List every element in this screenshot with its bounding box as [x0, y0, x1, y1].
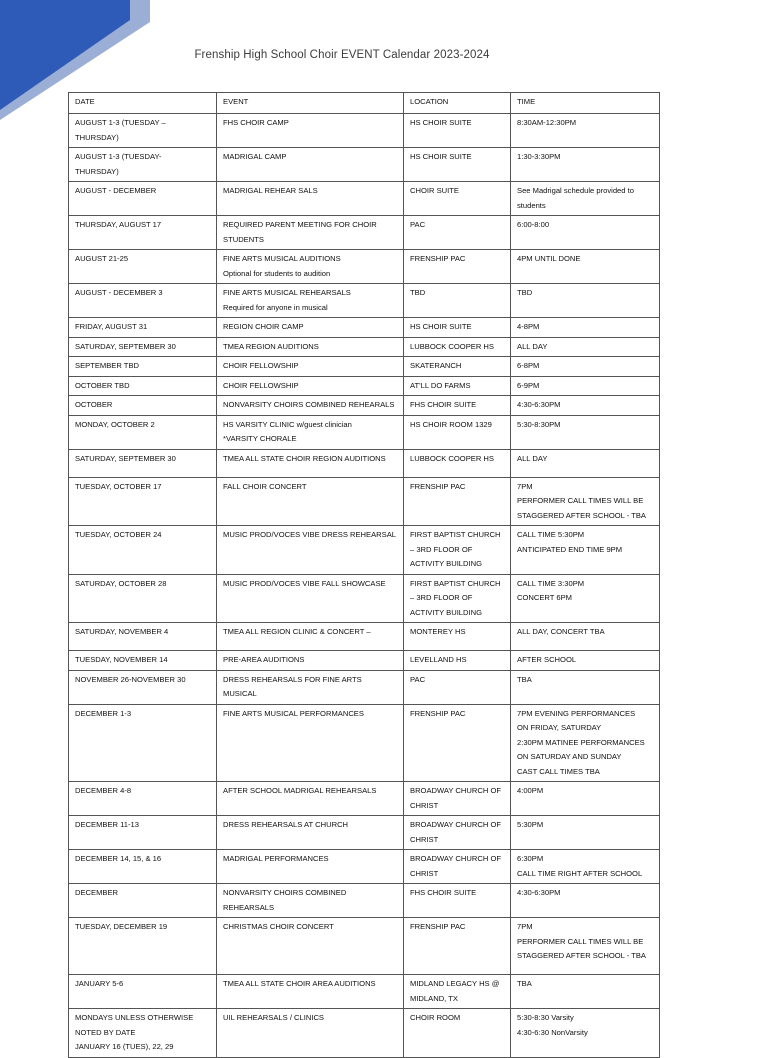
cell-date: [69, 850, 217, 884]
cell-time: [511, 337, 660, 357]
date-line: DECEMBER: [75, 888, 119, 897]
date-line: OCTOBER: [75, 400, 113, 409]
location-line: FIRST BAPTIST CHURCH: [410, 578, 501, 588]
cell-date: [69, 284, 217, 318]
header-location: LOCATION: [404, 93, 511, 114]
location-line: FRENSHIP PAC: [410, 922, 466, 931]
time-line: STAGGERED AFTER SCHOOL - TBA: [517, 510, 646, 520]
cell-time: [511, 449, 660, 477]
table-row: [69, 1009, 660, 1058]
table-row: [69, 250, 660, 284]
date-line: NOTED BY DATE: [75, 1027, 136, 1037]
event-line: DRESS REHEARSALS AT CHURCH: [223, 820, 349, 829]
location-line: LUBBOCK COOPER HS: [410, 341, 494, 351]
table-row: [69, 704, 660, 782]
cell-location: [404, 1009, 511, 1058]
table-row: [69, 816, 660, 850]
cell-location: [404, 318, 511, 338]
cell-date: [69, 623, 217, 651]
cell-event: [217, 318, 404, 338]
cell-event: [217, 526, 404, 575]
date-line: AUGUST - DECEMBER 3: [75, 288, 163, 297]
date-line: SATURDAY, NOVEMBER 4: [75, 627, 169, 636]
event-line: UIL REHEARSALS / CLINICS: [223, 1013, 324, 1022]
cell-location: [404, 284, 511, 318]
time-line: 4-8PM: [517, 322, 540, 331]
time-line: 6:00-8:00: [517, 220, 550, 229]
cell-time: [511, 526, 660, 575]
date-line: OCTOBER TBD: [75, 380, 130, 390]
cell-event: [217, 704, 404, 782]
table-row: [69, 182, 660, 216]
cell-time: [511, 357, 660, 377]
time-line: CALL TIME 5:30PM: [517, 530, 585, 539]
cell-date: [69, 574, 217, 623]
event-line: MADRIGAL REHEAR SALS: [223, 186, 318, 195]
cell-event: [217, 357, 404, 377]
cell-location: [404, 574, 511, 623]
location-line: MONTEREY HS: [410, 627, 466, 636]
cell-date: [69, 449, 217, 477]
cell-location: [404, 704, 511, 782]
cell-event: [217, 850, 404, 884]
event-line: CHRISTMAS CHOIR CONCERT: [223, 922, 334, 931]
cell-time: [511, 1009, 660, 1058]
cell-time: [511, 284, 660, 318]
cell-event: [217, 816, 404, 850]
cell-event: [217, 376, 404, 396]
cell-event: [217, 477, 404, 526]
cell-date: [69, 216, 217, 250]
date-line: DECEMBER 1-3: [75, 708, 132, 718]
table-row: [69, 782, 660, 816]
cell-location: [404, 850, 511, 884]
table-row: [69, 216, 660, 250]
location-line: – 3RD FLOOR OF: [410, 544, 473, 554]
table-body: [69, 114, 660, 1058]
event-line: FALL CHOIR CONCERT: [223, 481, 307, 491]
table-row: [69, 449, 660, 477]
cell-date: [69, 918, 217, 975]
cell-location: [404, 357, 511, 377]
cell-date: [69, 182, 217, 216]
date-line: DECEMBER 4-8: [75, 786, 132, 795]
table-row: [69, 415, 660, 449]
event-line: TMEA REGION AUDITIONS: [223, 341, 319, 351]
cell-location: [404, 376, 511, 396]
time-line: 4PM UNTIL DONE: [517, 254, 581, 263]
cell-date: [69, 651, 217, 671]
cell-event: [217, 250, 404, 284]
table-row: [69, 975, 660, 1009]
time-line: 7PM: [517, 481, 533, 491]
event-line: NONVARSITY CHOIRS COMBINED REHEARALS: [223, 400, 395, 409]
date-line: SEPTEMBER TBD: [75, 361, 139, 370]
table-row: [69, 148, 660, 182]
document-title: Frenship High School Choir EVENT Calendar 2023-2024: [194, 49, 490, 61]
table-row: [69, 918, 660, 975]
time-line: 4:00PM: [517, 786, 544, 795]
time-line: 7PM: [517, 922, 533, 931]
cell-date: [69, 477, 217, 526]
location-line: CHRIST: [410, 868, 439, 878]
date-line: THURSDAY): [75, 166, 119, 176]
table-row: [69, 623, 660, 651]
event-line: MADRIGAL PERFORMANCES: [223, 854, 329, 863]
event-line: FINE ARTS MUSICAL PERFORMANCES: [223, 708, 364, 718]
location-line: HS CHOIR SUITE: [410, 118, 472, 127]
location-line: MIDLAND, TX: [410, 993, 458, 1003]
event-line: FINE ARTS MUSICAL AUDITIONS: [223, 254, 341, 263]
cell-location: [404, 148, 511, 182]
date-line: AUGUST 21-25: [75, 254, 129, 263]
cell-time: [511, 574, 660, 623]
location-line: FHS CHOIR SUITE: [410, 888, 477, 897]
cell-date: [69, 415, 217, 449]
cell-time: [511, 376, 660, 396]
time-line: 7PM EVENING PERFORMANCES: [517, 708, 636, 718]
event-calendar-table: [68, 92, 660, 1058]
table-row: [69, 477, 660, 526]
event-line: Required for anyone in musical: [223, 302, 328, 312]
location-line: FHS CHOIR SUITE: [410, 400, 477, 409]
cell-location: [404, 670, 511, 704]
location-line: CHRIST: [410, 834, 439, 844]
location-line: HS CHOIR SUITE: [410, 152, 472, 161]
time-line: STAGGERED AFTER SCHOOL - TBA: [517, 951, 646, 960]
location-line: BROADWAY CHURCH OF: [410, 820, 501, 829]
location-line: – 3RD FLOOR OF: [410, 593, 473, 602]
location-line: ACTIVITY BUILDING: [410, 559, 483, 568]
time-line: ANTICIPATED END TIME 9PM: [517, 544, 623, 554]
event-line: PRE-AREA AUDITIONS: [223, 655, 305, 664]
cell-event: [217, 148, 404, 182]
location-line: FRENSHIP PAC: [410, 254, 466, 263]
cell-date: [69, 357, 217, 377]
cell-location: [404, 114, 511, 148]
location-line: CHOIR ROOM: [410, 1013, 461, 1022]
table-row: [69, 318, 660, 338]
cell-time: [511, 477, 660, 526]
event-line: TMEA ALL STATE CHOIR AREA AUDITIONS: [223, 979, 376, 988]
date-line: JANUARY 16 (TUES), 22, 29: [75, 1042, 174, 1051]
cell-event: [217, 182, 404, 216]
location-line: LUBBOCK COOPER HS: [410, 453, 494, 463]
cell-time: [511, 850, 660, 884]
time-line: students: [517, 200, 546, 210]
header-time: TIME: [511, 93, 660, 114]
cell-date: [69, 884, 217, 918]
date-line: AUGUST 1-3 (TUESDAY –: [75, 118, 166, 127]
cell-time: [511, 816, 660, 850]
cell-time: [511, 148, 660, 182]
table-row: [69, 284, 660, 318]
time-line: CAST CALL TIMES TBA: [517, 766, 600, 776]
time-line: PERFORMER CALL TIMES WILL BE: [517, 496, 644, 505]
cell-location: [404, 396, 511, 416]
location-line: TBD: [410, 288, 426, 297]
event-line: REGION CHOIR CAMP: [223, 322, 304, 331]
time-line: ALL DAY: [517, 453, 548, 463]
time-line: CALL TIME RIGHT AFTER SCHOOL: [517, 868, 643, 878]
date-line: SATURDAY, OCTOBER 28: [75, 578, 167, 588]
date-line: MONDAYS UNLESS OTHERWISE: [75, 1013, 194, 1022]
location-line: PAC: [410, 220, 426, 229]
table-row: [69, 670, 660, 704]
event-line: CHOIR FELLOWSHIP: [223, 361, 299, 370]
cell-event: [217, 415, 404, 449]
date-line: DECEMBER 11-13: [75, 820, 140, 829]
location-line: HS CHOIR ROOM 1329: [410, 419, 492, 429]
cell-date: [69, 975, 217, 1009]
cell-event: [217, 975, 404, 1009]
event-line: CHOIR FELLOWSHIP: [223, 380, 299, 390]
event-line: MUSIC PROD/VOCES VIBE DRESS REHEARSAL: [223, 530, 397, 539]
location-line: AT'LL DO FARMS: [410, 380, 471, 390]
event-line: FHS CHOIR CAMP: [223, 118, 289, 127]
cell-time: [511, 670, 660, 704]
event-line: AFTER SCHOOL MADRIGAL REHEARSALS: [223, 786, 377, 795]
time-line: 6:30PM: [517, 854, 544, 863]
cell-time: [511, 182, 660, 216]
date-line: TUESDAY, OCTOBER 17: [75, 481, 162, 491]
time-line: ALL DAY, CONCERT TBA: [517, 627, 605, 636]
location-line: CHRIST: [410, 800, 439, 810]
table-row: [69, 376, 660, 396]
cell-date: [69, 318, 217, 338]
cell-date: [69, 782, 217, 816]
cell-date: [69, 670, 217, 704]
cell-event: [217, 216, 404, 250]
cell-time: [511, 884, 660, 918]
cell-date: [69, 816, 217, 850]
date-line: SATURDAY, SEPTEMBER 30: [75, 341, 176, 351]
time-line: ON FRIDAY, SATURDAY: [517, 723, 602, 732]
cell-date: [69, 337, 217, 357]
time-line: 5:30-8:30PM: [517, 419, 561, 429]
date-line: TUESDAY, NOVEMBER 14: [75, 655, 168, 664]
time-line: AFTER SCHOOL: [517, 655, 577, 664]
cell-location: [404, 250, 511, 284]
event-line: MUSIC PROD/VOCES VIBE FALL SHOWCASE: [223, 578, 386, 588]
time-line: CALL TIME 3:30PM: [517, 578, 585, 588]
cell-time: [511, 318, 660, 338]
cell-location: [404, 337, 511, 357]
cell-event: [217, 449, 404, 477]
cell-location: [404, 782, 511, 816]
time-line: 2:30PM MATINEE PERFORMANCES: [517, 737, 645, 747]
time-line: 6-8PM: [517, 361, 540, 370]
cell-date: [69, 704, 217, 782]
table-row: [69, 337, 660, 357]
time-line: CONCERT 6PM: [517, 593, 572, 602]
cell-event: [217, 670, 404, 704]
cell-event: [217, 884, 404, 918]
time-line: ALL DAY: [517, 341, 548, 351]
location-line: SKATERANCH: [410, 361, 462, 370]
cell-event: [217, 918, 404, 975]
cell-location: [404, 477, 511, 526]
cell-event: [217, 337, 404, 357]
date-line: AUGUST - DECEMBER: [75, 186, 157, 195]
date-line: TUESDAY, OCTOBER 24: [75, 530, 162, 539]
location-line: HS CHOIR SUITE: [410, 322, 472, 331]
event-line: TMEA ALL STATE CHOIR REGION AUDITIONS: [223, 453, 386, 463]
cell-event: [217, 574, 404, 623]
date-line: THURSDAY, AUGUST 17: [75, 220, 162, 229]
table-row: [69, 850, 660, 884]
date-line: THURSDAY): [75, 132, 119, 142]
location-line: MIDLAND LEGACY HS @: [410, 979, 500, 988]
header-event: EVENT: [217, 93, 404, 114]
cell-event: [217, 114, 404, 148]
cell-time: [511, 250, 660, 284]
time-line: 4:30-6:30PM: [517, 400, 561, 409]
cell-event: [217, 623, 404, 651]
cell-time: [511, 975, 660, 1009]
cell-location: [404, 415, 511, 449]
cell-location: [404, 526, 511, 575]
location-line: ACTIVITY BUILDING: [410, 607, 483, 617]
date-line: MONDAY, OCTOBER 2: [75, 419, 155, 429]
cell-time: [511, 651, 660, 671]
cell-location: [404, 918, 511, 975]
table-row: [69, 357, 660, 377]
time-line: 4:30-6:30 NonVarsity: [517, 1027, 588, 1037]
event-line: Optional for students to audition: [223, 268, 331, 278]
cell-date: [69, 526, 217, 575]
date-line: SATURDAY, SEPTEMBER 30: [75, 453, 176, 463]
event-line: NONVARSITY CHOIRS COMBINED REHEARSALS: [223, 888, 347, 912]
location-line: BROADWAY CHURCH OF: [410, 786, 501, 795]
cell-event: [217, 782, 404, 816]
table-row: [69, 396, 660, 416]
table-row: [69, 526, 660, 575]
event-line: TMEA ALL REGION CLINIC & CONCERT –: [223, 627, 371, 636]
date-line: DECEMBER 14, 15, & 16: [75, 854, 162, 863]
location-line: FRENSHIP PAC: [410, 708, 466, 718]
time-line: 1:30-3:30PM: [517, 152, 561, 161]
table-header-row: [69, 93, 660, 114]
header-date: DATE: [69, 93, 217, 114]
location-line: BROADWAY CHURCH OF: [410, 854, 501, 863]
event-line: REQUIRED PARENT MEETING FOR CHOIR: [223, 220, 377, 229]
time-line: 8:30AM-12:30PM: [517, 118, 577, 127]
time-line: TBD: [517, 288, 533, 297]
time-line: 4:30-6:30PM: [517, 888, 561, 897]
cell-time: [511, 623, 660, 651]
cell-time: [511, 216, 660, 250]
cell-time: [511, 704, 660, 782]
time-line: TBA: [517, 979, 532, 988]
cell-event: [217, 651, 404, 671]
cell-location: [404, 816, 511, 850]
cell-date: [69, 114, 217, 148]
cell-time: [511, 782, 660, 816]
cell-time: [511, 396, 660, 416]
time-line: 5:30-8:30 Varsity: [517, 1013, 574, 1022]
cell-date: [69, 148, 217, 182]
time-line: 6-9PM: [517, 380, 540, 390]
location-line: LEVELLAND HS: [410, 655, 467, 664]
event-line: *VARSITY CHORALE: [223, 434, 297, 443]
time-line: TBA: [517, 674, 532, 684]
date-line: NOVEMBER 26-NOVEMBER 30: [75, 674, 186, 684]
location-line: FRENSHIP PAC: [410, 481, 466, 491]
event-line: FINE ARTS MUSICAL REHEARSALS: [223, 288, 351, 297]
cell-location: [404, 449, 511, 477]
cell-time: [511, 114, 660, 148]
date-line: TUESDAY, DECEMBER 19: [75, 922, 168, 931]
time-line: PERFORMER CALL TIMES WILL BE: [517, 936, 644, 946]
cell-event: [217, 396, 404, 416]
table-row: [69, 574, 660, 623]
cell-location: [404, 182, 511, 216]
location-line: CHOIR SUITE: [410, 186, 459, 195]
location-line: PAC: [410, 674, 426, 684]
cell-date: [69, 396, 217, 416]
time-line: ON SATURDAY AND SUNDAY: [517, 752, 622, 761]
time-line: See Madrigal schedule provided to: [517, 186, 634, 195]
cell-location: [404, 884, 511, 918]
cell-location: [404, 623, 511, 651]
date-line: JANUARY 5-6: [75, 979, 124, 988]
cell-date: [69, 1009, 217, 1058]
event-line: DRESS REHEARSALS FOR FINE ARTS MUSICAL: [223, 674, 362, 698]
event-line: STUDENTS: [223, 234, 264, 244]
cell-location: [404, 216, 511, 250]
event-line: HS VARSITY CLINIC w/guest clinician: [223, 419, 352, 429]
location-line: FIRST BAPTIST CHURCH: [410, 530, 501, 539]
cell-date: [69, 376, 217, 396]
cell-time: [511, 918, 660, 975]
event-line: MADRIGAL CAMP: [223, 152, 287, 161]
cell-event: [217, 1009, 404, 1058]
date-line: FRIDAY, AUGUST 31: [75, 322, 148, 331]
date-line: AUGUST 1-3 (TUESDAY-: [75, 152, 162, 161]
table-row: [69, 651, 660, 671]
cell-location: [404, 975, 511, 1009]
cell-time: [511, 415, 660, 449]
table-row: [69, 114, 660, 148]
cell-location: [404, 651, 511, 671]
table-row: [69, 884, 660, 918]
cell-date: [69, 250, 217, 284]
time-line: 5:30PM: [517, 820, 544, 829]
cell-event: [217, 284, 404, 318]
